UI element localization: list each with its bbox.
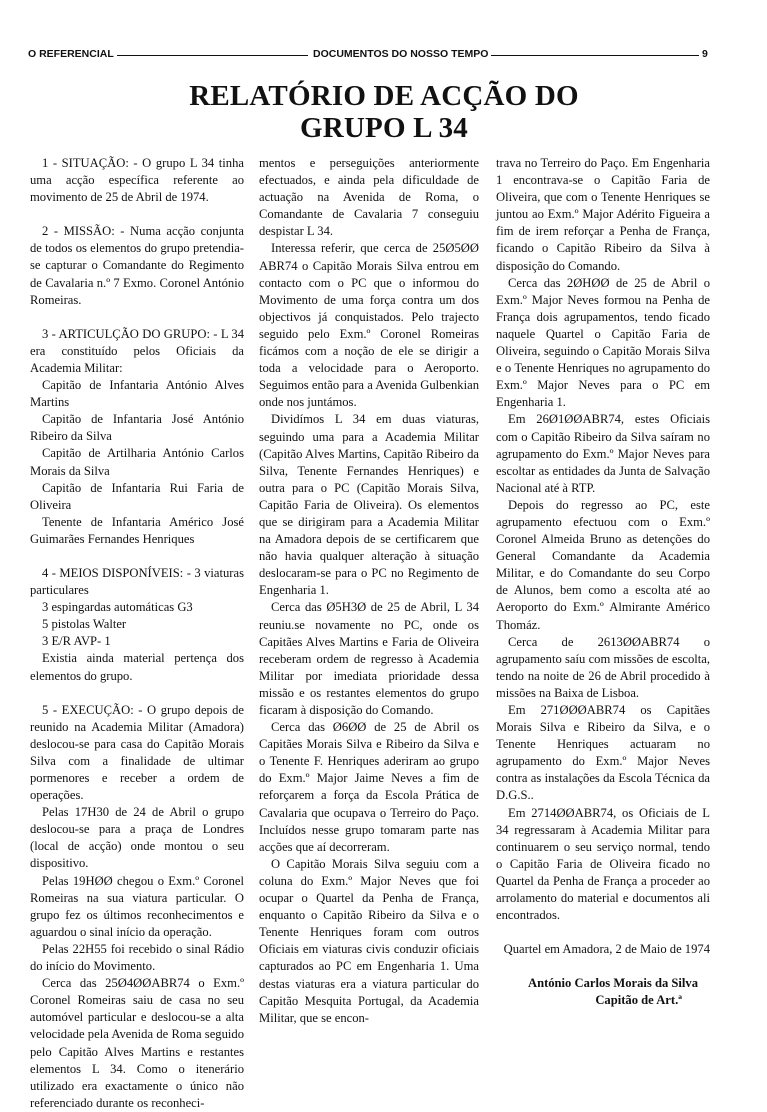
- paragraph-260100: Em 26Ø1ØØABR74, estes Oficiais com o Capitão Ribeiro da Silva saíram no agrupamento do Exm.º Major Neves para escoltar as entidades da Junta de Salvação Nacional até à RTP.: [496, 412, 710, 495]
- paragraph-continuation-2: trava no Terreiro do Paço. Em Engenharia 1 encontrava-se o Capitão Faria de Oliveira, que com o Tenente Henriques se juntou ao Exm.º Major Adérito Figueira a fim de irem reforçar a Penha de França, ficando o Capitão Ribeiro da Silva à disposição do Comando.: [496, 156, 710, 273]
- paragraph-2000: Cerca das 2ØHØØ de 25 de Abril o Exm.º Major Neves formou na Penha de França dois agrupamentos, tendo ficado naquele Quartel o Capitão Faria de Oliveira, seguindo o Capitão Morais Silva e o Tenente Henriques no agrupamento do Exm.º Major Neves para o PC em Engenharia 1.: [496, 275, 710, 410]
- member-alves-martins: Capitão de Infantaria António Alves Martins: [30, 378, 244, 410]
- article-title: [28, 80, 740, 144]
- item-pistolas: 5 pistolas Walter: [42, 617, 127, 632]
- paragraph-261300: Cerca de 2613ØØABR74 o agrupamento saíu com missões de escolta, tendo na noite de 26 de Abril procedido à missões na Baixa de Lisboa.: [496, 634, 710, 700]
- paragraph-1730: Pelas 17H30 de 24 de Abril o grupo deslocou-se para a praça de Londres (local de acção) onde montou o seu dispositivo.: [30, 805, 244, 871]
- header-rule-right: [483, 55, 699, 56]
- title-line-1: RELATÓRIO DE ACÇÃO DO: [189, 80, 579, 112]
- paragraph-meios: 4 - MEIOS DISPONÍVEIS: - 3 viaturas particulares: [30, 565, 244, 598]
- item-material: Existia ainda material pertença dos elementos do grupo.: [30, 651, 244, 683]
- paragraph-continuation-1: mentos e perseguições anteriormente efectuados, e ainda pela dificuldade de actuação na Avenida de Roma, o Comandante de Cavalaria 7 conseguiu despistar L 34.: [259, 156, 479, 239]
- member-morais-da-silva: Capitão de Artilharia António Carlos Morais da Silva: [30, 446, 244, 478]
- paragraph-250400: Cerca das 25Ø4ØØABR74 o Exm.º Coronel Romeiras saiu de casa no seu automóvel particular e deslocou-se a alta velocidade pela Avenida de Roma seguido pelo Capitão Alves Martins e restantes elementos L 34. Como o itenerário utilizado era exactamente o único não referenciado durante os reconheci-: [30, 976, 244, 1110]
- paragraph-missao: 2 - MISSÃO: - Numa acção conjunta de todos os elementos do grupo pretendia-se capturar o Comandante do Regimento de Cavalaria n.º 7 Exmo. Coronel António Romeiras.: [30, 224, 244, 307]
- member-henriques: Tenente de Infantaria Américo José Guimarães Fernandes Henriques: [30, 514, 244, 546]
- paragraph-1900: Pelas 19HØØ chegou o Exm.º Coronel Romeiras na sua viatura particular. O grupo fez os últimos reconhecimentos e aguardou o sinal início da operação.: [30, 873, 244, 939]
- paragraph-0530: Cerca das Ø5H3Ø de 25 de Abril, L 34 reuniu.se novamente no PC, onde os Capitães Alves Martins e Faria de Oliveira receberam ordem de regresso à Academia Militar por imediata prioridade dessa missão e os restantes elementos do grupo ficaram à disposição do Comando.: [259, 600, 479, 717]
- section-name: DOCUMENTOS DO NOSSO TEMPO: [310, 48, 491, 60]
- member-faria-de-oliveira: Capitão de Infantaria Rui Faria de Oliveira: [30, 480, 244, 512]
- paragraph-250500: Interessa referir, que cerca de 25Ø5ØØ ABR74 o Capitão Morais Silva entrou em contacto com o PC que o informou do Movimento de uma força contra um dos objectivos já conquistados. Pelo trajecto seguido pelo Exm.º Coronel Romeiras ficámos com a noção de ele se dirigir a toda a velocidade para o Aeroporto. Seguimos então para a Avenida Gulbenkian onde nos juntámos.: [259, 241, 479, 410]
- header-rule-left: [98, 55, 308, 56]
- paragraph-articulacao: 3 - ARTICULÇÃO DO GRUPO: - L 34 era constituído pelos Oficiais da Academia Militar:: [30, 326, 244, 375]
- paragraph-0600: Cerca das Ø6ØØ de 25 de Abril os Capitães Morais Silva e Ribeiro da Silva e o Tenente F. Henriques aderiram ao grupo do Exm.º Major Jaime Neves a fim de reforçarem a força da Escola Prática de Cavalaria que ocupava o Terreiro do Paço. Incluídos nesse grupo tomaram parte nas acções que aí decorreram.: [259, 720, 479, 854]
- title-line-2: GRUPO L 34: [300, 112, 468, 144]
- item-radios: 3 E/R AVP- 1: [42, 634, 111, 649]
- paragraph-situacao: 1 - SITUAÇÃO: - O grupo L 34 tinha uma acção específica referente ao movimento de 25 de Abril de 1974.: [30, 156, 244, 205]
- paragraph-271400: Em 2714ØØABR74, os Oficiais de L 34 regressaram à Academia Militar para continuarem o seu serviço normal, tendo o Capitão Faria de Oliveira ficado no Quartel da Penha de França a proceder ao arrolamento do material e documentos ali encontrados.: [496, 805, 710, 923]
- column-2: [259, 155, 479, 1027]
- paragraph-execucao: 5 - EXECUÇÃO: - O grupo depois de reunido na Academia Militar (Amadora) deslocou-se para casa do Capitão Morais Silva com a finalidade de ultimar pormenores e receber a ordem de operações.: [30, 702, 244, 803]
- column-1: [30, 155, 244, 1112]
- place-and-date: Quartel em Amadora, 2 de Maio de 1974: [503, 942, 710, 957]
- column-3: [496, 155, 710, 1010]
- paragraph-penha-de-franca: O Capitão Morais Silva seguiu com a coluna do Exm.º Major Neves que foi ocupar o Quartel da Penha de França, enquanto o Capitão Ribeiro da Silva e o Tenente Henriques foram com outros Oficiais em viaturas civis conduzir oficiais capturados ao PC em Engenharia 1. Uma destas viaturas era a viatura particular do Capitão Mesquita Portugal, da Academia Militar, que se encon-: [259, 856, 479, 1025]
- item-espingardas: 3 espingardas automáticas G3: [42, 600, 193, 615]
- signature-rank: Capitão de Art.ª: [595, 993, 682, 1008]
- member-ribeiro-da-silva: Capitão de Infantaria José António Ribeiro da Silva: [30, 412, 244, 444]
- paragraph-2255: Pelas 22H55 foi recebido o sinal Rádio do início do Movimento.: [30, 941, 244, 974]
- signature-name: António Carlos Morais da Silva: [527, 976, 698, 991]
- paragraph-271000: Em 271ØØØABR74 os Capitães Morais Silva e Ribeiro da Silva, e o Tenente Henriques actuaram no agrupamento do Exm.º Major Neves contra as instalações da Escola Técnica da D.G.S..: [496, 703, 710, 803]
- paragraph-detencoes: Depois do regresso ao PC, este agrupamento efectuou com o Exm.º Coronel Almeida Bruno as detenções do General Comandante da Academia Militar, e do Comandante do seu Corpo de Alunos, bem como a escolta até ao Aeroporto do Exm.º Almirante Américo Thomáz.: [496, 497, 710, 632]
- page-header: [28, 46, 708, 64]
- page-number: 9: [699, 48, 711, 60]
- paragraph-viaturas: Dividímos L 34 em duas viaturas, seguindo uma para a Academia Militar (Capitão Alves Martins, Capitão Ribeiro da Silva, Tenente Fernandes Henriques) e outra para o PC (Capitão Morais Silva, Capitão Faria de Oliveira). Os elementos que se dirigiram para a Academia Militar na Amadora depois de se certificarem que não havia qualquer alteração à situação deslocaram-se para o PC no Regimento de Engenharia 1.: [259, 412, 479, 598]
- publication-name: O REFERENCIAL: [25, 48, 117, 60]
